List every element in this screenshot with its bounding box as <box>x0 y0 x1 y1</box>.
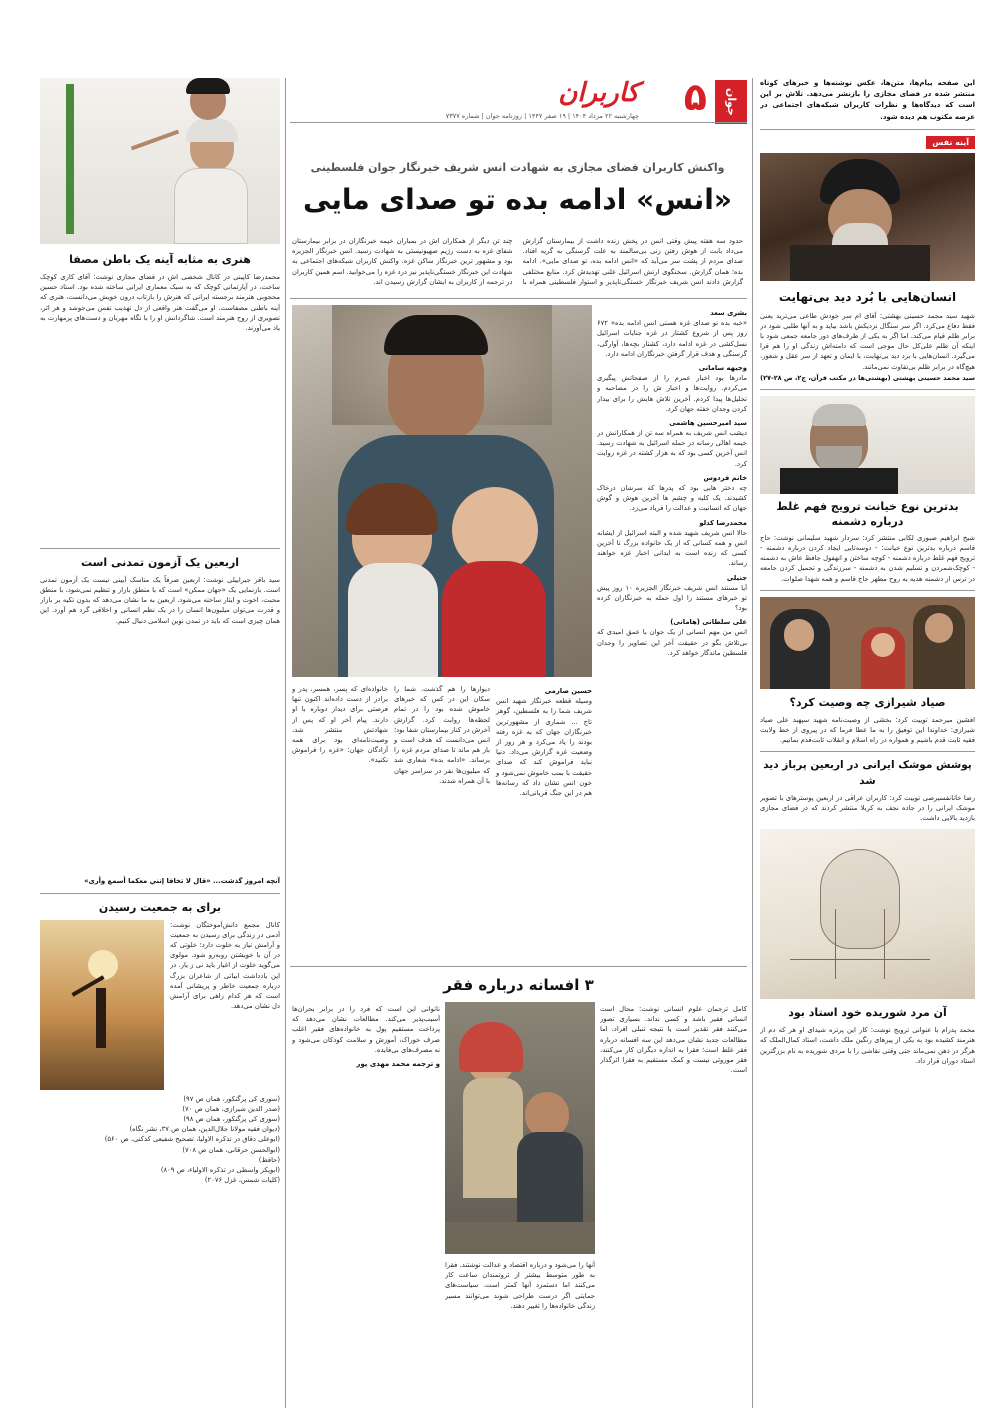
verse-citation: (ابوالحسن حرقانی، همان ص ۷۰۸) <box>182 1145 280 1154</box>
right-column <box>760 78 975 1408</box>
center-col-middle: دیوار‌ها را هم گذشت. شما را سکان این در کس که خبرهای خاموش شده بود را در تمام لحظه‌ها روایت کرد. گزارش آخرش در کنار بیمارستان شفا بود؛ انس می‌دانست که هدف است و باز هم ماند تا صدای مردم غزه را برساند. «ادامه بده» شعاری شد که میلیون‌ها نفر در سراسر جهان با آن همراه شدند. <box>394 685 490 785</box>
blurb-author: سید امیرحسین هاشمی <box>669 418 747 427</box>
right-intro: این صفحه پیام‌ها، متن‌ها، عکس نوشته‌ها و خبرهای کوتاه منتشر شده در فضای مجازی را بازنشر می‌دهد. تلاش بر این است که دیدگاه‌ها و نظرات کاربران شبکه‌های اجتماعی در عرصه مکتوب هم دیده شود. <box>760 79 975 121</box>
story-title: آن مرد شوریده خود استاد بود <box>788 1006 947 1020</box>
poverty-col3-text: ناتوانی این است که فرد را در برابر بحران‌ها آسیب‌پذیر می‌کند. مطالعات نشان می‌دهد که پرداخت مستقیم پول به خانواده‌های فقیر اغلب صرف خوراک، آموزش و سلامت کودکان می‌شود و نه مصرف‌های بی‌فایده. <box>292 1005 440 1054</box>
poverty-signature: و ترجمه محمد مهدی پور <box>356 1059 440 1068</box>
page-number: ۵ <box>683 75 707 119</box>
blurb-text: آیا مستند انس شریف خبرنگار الجزیره ۱۰ روز پیش تو خبرهای مستند را اول حمله به خبرنگاران کرده بود؟ <box>597 583 747 613</box>
lead-blurbs <box>597 304 747 964</box>
sayad-photo <box>760 597 975 689</box>
blurb-author: محمدرضا کدلو <box>699 518 747 527</box>
blurb-text: «خبه بده تو صدای غزه هستی انس ادامه بده» ۶۷۲ روز پس از شروع کشتار در غزه جنایات اسرائیل نسل‌کشی در غزه ادامه دارد، کشتار بچه‌ها، آوارگی، گرسنگی و هدف قرار گرفتن خبرنگاران ادامه دارد. <box>597 319 747 358</box>
blurb <box>597 418 747 469</box>
verse-citation: (کلیات شمس، غزل ۲۰۷۶) <box>204 1176 280 1185</box>
blurb <box>597 363 747 414</box>
center-col-right <box>496 684 592 798</box>
verse-citation: (سوری کی پرگنکور، همان ص ۹۸) <box>183 1115 280 1124</box>
blurb <box>597 617 747 658</box>
lead-kicker: واکنش کاربران فضای مجازی به شهادت انس شریف خبرنگار جوان فلسطینی <box>310 161 725 174</box>
blurb-author: علی سلطانی (هامانی) <box>670 618 747 627</box>
blurb-author: حسین صارمی <box>544 687 592 695</box>
blurb-text: انس من مهم انسانی از یک جوان با عمق امیدی که بی‌تلاش بگو در حقیقت آخر این تصاویر را وجدان فلسطین ماندگار خواهد کرد. <box>597 628 747 657</box>
story-text: شیخ ابراهیم صبوری لکابی منتشر کرد: سردار شهید سلیمانی نوشت: حاج قاسم درباره بدترین نوع خیانت: - دوسه‌تایی ایجاد کردن درباره دشمنه - ترویج فهم غلط درباره دشمنه - کوچه ساختن و انهفول جافظ عاش به دشمنه - کوچک‌شمردن و تسلیم شدن به دشمنه - سرزندگی و تحمیل کردن جامعه در ترس از دشمنه هدیه به روح مطهر حاج قاسم و همه شهدا صلوات. <box>760 533 975 583</box>
blurb-author: خانم فردوس <box>703 473 747 482</box>
story-text: کانال مجمع دانش‌آموختگان نوشت: آدمی در زندگی برای رسیدن به جمعیت و آرامش نیاز به خلوت دارد؛ خلوتی که در آن با خویشتن روبه‌رو شود. مولوی می‌گوید خلوت از اغیار باید نی ز یار. در این یادداشت ابیاتی از شاعران بزرگ درباره جمعیت خاطر و پریشانی آمده است که هر کدام راهی برای آرامش دل نشان می‌دهد. <box>170 920 280 1011</box>
story-title: صیاد شیرازی چه وصیت کرد؟ <box>789 695 946 709</box>
beheshti-photo <box>760 153 975 281</box>
silhouette-photo <box>40 920 164 1090</box>
story-quote: آنچه امروز گذشت... «قال لا تخافا إنني معكما أسمع وأرى» <box>84 876 280 885</box>
blurb-text: وسیله قطعه خبرنگار شهید انس شریف شما را به فلسطین، گوهر تاج ... شماری از مشهورترین خبرنگاران جهان که به غزه رفته بودند را یاد می‌کرد و هر روز از وضعیت غزه گزارش می‌داد. دنیا نباید فراموش کند که صدای حقیقت با بمب خاموش نمی‌شود و خون انس نشان داد که رسانه‌ها هم در این جنگ قربانی‌اند. <box>496 697 592 797</box>
blurb <box>597 573 747 614</box>
main-photo <box>292 305 592 677</box>
story-title: اربعین یک آزمون تمدنی است <box>80 555 240 569</box>
verse-list <box>40 1094 280 1186</box>
lead-title: «انس» ادامه بده تو صدای مایی <box>303 183 732 216</box>
blurb-author: بشری سعد <box>710 309 747 317</box>
story-text: شهید سید محمد حسینی بهشتی: آقای ام سر خودش طاعی می‌ترید یعنی فقط دفاع می‌کرد. اگر سر سنگال نزدیکش باشد بیاید و به آنها طلبی شود در برابر ظلم قیام می‌کند. اما اگر به یکی از طرف‌های دور جامعه جمعی شود با اینکه آن ظلم علی‌کل حال موجی است که دامنه‌اش زندگی او را هم فرا می‌گیرد. انسان‌هایی با برد دید بی‌نهایت، با ایمان و تعهد از سر عقل و شعور، هیچ‌گاه در برابر ظلم بی‌تفاوت نمی‌مانند. <box>760 311 975 371</box>
story-title: بدترین نوع خیانت ترویج فهم غلط درباره دشمنه <box>776 500 959 528</box>
story-text: محمدرضا کاپینی در کانال شخصی اش در فضای مجازی نوشت: آقای کاری کوچک ساخت، در آپارتمانی کوچک که به سبک معماری ایرانی ساخته شده بود. استاد حسین محجوبی هنرمند برجسته ایرانی که هنرش را بازتاب درون خویش می‌دانست، هنری که آینه باطنی مصفاست. او می‌گفت هنر واقعی از دل تهذیب نفس می‌جوشد و هر اثر، تصویری از روح هنرمند است. شاگردانش او را با نگاه مهربان و دست‌های پرمهارت به یاد می‌آورند. <box>40 272 280 332</box>
story-title: انسان‌هایی با بُرد دید بی‌نهایت <box>778 290 957 305</box>
poverty-photo <box>445 1002 595 1254</box>
left-column <box>40 78 280 1408</box>
logo: جوان <box>715 80 747 124</box>
blurb-text: دیشب انس شریف به همراه سه تن از همکارانش در خیمه اهالی رسانه در حمله اسرائیل به شهادت رسید. انس آخرین کسی بود که به هزار کشته در غزه روایت کرد. <box>597 429 747 468</box>
story3-top <box>40 920 280 1090</box>
verse-citation: (دیوان فقیه مولانا جلال‌الدین، همان ص ۳۷، نشر نگاه) <box>129 1125 280 1134</box>
blurb <box>597 473 747 514</box>
center-bottom <box>292 684 592 952</box>
section-tag: آینه نفس <box>926 136 975 150</box>
divider <box>290 966 747 967</box>
painting-photo <box>760 829 975 999</box>
verse-citation: (ابوعلی دقاق در تذکره الاولیا، تصحیح شفیعی کدکنی، ص ۵۶۰) <box>104 1135 280 1144</box>
verse-citation: (ابویکر واسطی در تذکره الاولیاء، ص ۸۰۹) <box>160 1165 280 1174</box>
story-title: برای به جمعیت رسیدن <box>98 900 222 914</box>
blurb <box>597 518 747 569</box>
poverty-title: ۳ افسانه درباره فقر <box>443 976 594 994</box>
artists-photo <box>40 78 280 244</box>
verse-citation: (سوری کی پرگنکور، همان ص ۹۷) <box>183 1094 280 1103</box>
section-title: کاربران <box>558 78 639 108</box>
verse-citation: (صدر الدین شیرازی، همان ص ۷۰) <box>182 1104 280 1113</box>
verse-citation: (حافظ) <box>258 1155 280 1164</box>
soleimani-photo <box>760 396 975 494</box>
masthead <box>290 75 747 124</box>
blurb <box>597 308 747 359</box>
blurb-author: جنیلی <box>726 573 747 582</box>
blurb-text: مادرها بود اخبار عمرم را از صفحاتش پیگیری می‌کردم. روایت‌ها و اخبار ش را در مصاحبه و تحلیل‌ها پیدا کردم. آخرین تلاش هایش را برای بیدار کردن وجدان خفته جهان کرد. <box>597 374 747 413</box>
column-divider <box>285 78 286 1408</box>
lead-intro: حدود سه هفته پیش وقتی انس در پخش زنده داشت از بیمارستان گزارش می‌داد بابت از هوش رفتن زنی بی‌سالمند به علت گرسنگی به گریه افتاد. صدای مردم از پشت سر می‌آید که «انس ادامه بده، تو صدای مایی». ادامه بده؛ همان گزارش. سخنگوی ارتش اسرائیل علنی تهدیدش کرد. منابع مختلفی گزارش دادند انس شریف خبرنگار خستگی‌ناپذیر و استوار فلسطینی همراه با چند تن دیگر از همکاران اش در بمباران خیمه خبرنگاران در برابر بیمارستان شفای غزه به دست رژیم صهیونیستی به شهادت رسید. انس خبرنگار الجزیره بود و مشهور ترین خبرنگار ساکن غزه. واکنش کاربران شبکه‌های اجتماعی به شهادت این خبرنگار خستگی‌ناپذیر نیز درد غزه را می‌خوابید. اسم همین کاربران در ترجمه از کاربران به ایشان گزارش رسیدن اند. <box>292 237 743 286</box>
poverty-col1: کامل ترجمان علوم انسانی نوشت: محال است انسانی فقیر باشد و کسی نداند. بسیاری تصور می‌کنند فقر تقدیر است یا نتیجه تنبلی افراد، اما مطالعات جدید نشان می‌دهد این سه افسانه درباره فقر غلط است؛ فقرا به اندازه دیگران کار می‌کنند، فقر موروثی نیست و کمک مستقیم به فقرا اثرگذار است. <box>600 1005 747 1075</box>
divider <box>290 298 747 299</box>
poverty-col2: آنها را می‌شود و درباره اقتصاد و عدالت نوشتند. فقرا به طور متوسط بیشتر از ثروتمندان ساعت کار می‌کنند اما دستمزد آنها کمتر است. سیاست‌های حمایتی اگر درست طراحی شوند می‌توانند مسیر زندگی خانواده‌ها را تغییر دهند. <box>445 1261 595 1310</box>
story-title: هنری به مثابه آینه یک باطن مصفا <box>69 253 251 266</box>
blurb-text: چه دختر هایی بود که پدرها که سرشان درخاک کشیدند. یک کلیه و چشم ها آخرین هوش و گوش جهان که انسانیت و عدالت را فریاد می‌زد. <box>597 484 747 513</box>
story-title: پوشش موشک ایرانی در اربعین پرباز دید شد <box>763 759 972 787</box>
poverty-col3 <box>292 1004 440 1406</box>
center-col-left: خانواده‌ای که پسر، همسر، پدر و برادر از دست داده‌اند اکنون تنها فرصتی برای دیدار دوباره با او دارند. پیام آخر او که پس از شهادتش منتشر شد، وصیت‌نامه‌ای بود برای همه آزادگان جهان: «غزه را فراموش نکنید». <box>292 685 388 765</box>
story-text: رضا خانانفسیرصی توییت کرد: کاربران عراقی در اربعین پوسترهای با تصویر موشک ایرانی را در جاده نجف به کربلا منتشر کردند که در فضای مجازی بازدید بالایی داشت. <box>760 793 975 823</box>
story-source: سید محمد حسینی بهشتی (بهشتی‌ها در مکتب قرآن، ج۲، ص ۲۸-۲۷) <box>760 373 975 382</box>
story-text: محمد پدرام با عنوانی ترویج نوشت: کار این پرتره شیدای او هر که دم از هنرمند کشیده بود به یکی از پیرهای رنگین ملک داشت، استاد کمال‌الملک که هرگز در ذهن نمی‌ماند حتی وقتی نقاشی را با مردی شوریده به نام بزرگترین استاد دوران قرار داد. <box>760 1026 975 1065</box>
story-text: افشین میرحمد توییت کرد: بخشی از وصیت‌نامه شهید سپهبد علی صیاد شیرازی: خداوندا این توفیق را به ما عطا فرما که در پیروی از خط ولایت فقیه ثابت قدم باشیم و همواره در راه اسلام و انقلاب ثابت‌قدم بمانیم. <box>760 715 975 745</box>
dateline: چهارشنبه ۲۲ مرداد ۱۴۰۴ | ۱۹ صفر ۱۴۴۷ | روزنامه جوان | شماره ۷۳۷۷ <box>445 112 639 120</box>
blurb-author: وجیهه سامانی <box>698 363 747 372</box>
blurb-text: حالا انس شریف شهید شده و البته اسرائیل از ایشانه انس و همه کسانی که از یک خانواده بزرگ تا آخرین کسی که زنده است به ایدانی اخبار غزه خواهند رساند. <box>597 528 747 568</box>
column-divider <box>752 78 753 1408</box>
story-text: سید باقر جبراییلی نوشت: اربعین صرفاً یک مناسک آیینی نیست یک آزمون تمدنی است. بازنمایی یک «جهان ممکن» است که با منطق بازار و تنظیم نمی‌شود، با منطق محبت، اخوت و ایثار ساخته می‌شود. اربعین به ما نشان می‌دهد که بدون تکیه بر بازار و قدرت می‌توان میلیون‌ها انسان را در یک نظم انسانی و اخلاقی گرد هم آورد. این همان چیزی است که باید در تمدن نوین اسلامی دنبال کنیم. <box>40 575 280 625</box>
